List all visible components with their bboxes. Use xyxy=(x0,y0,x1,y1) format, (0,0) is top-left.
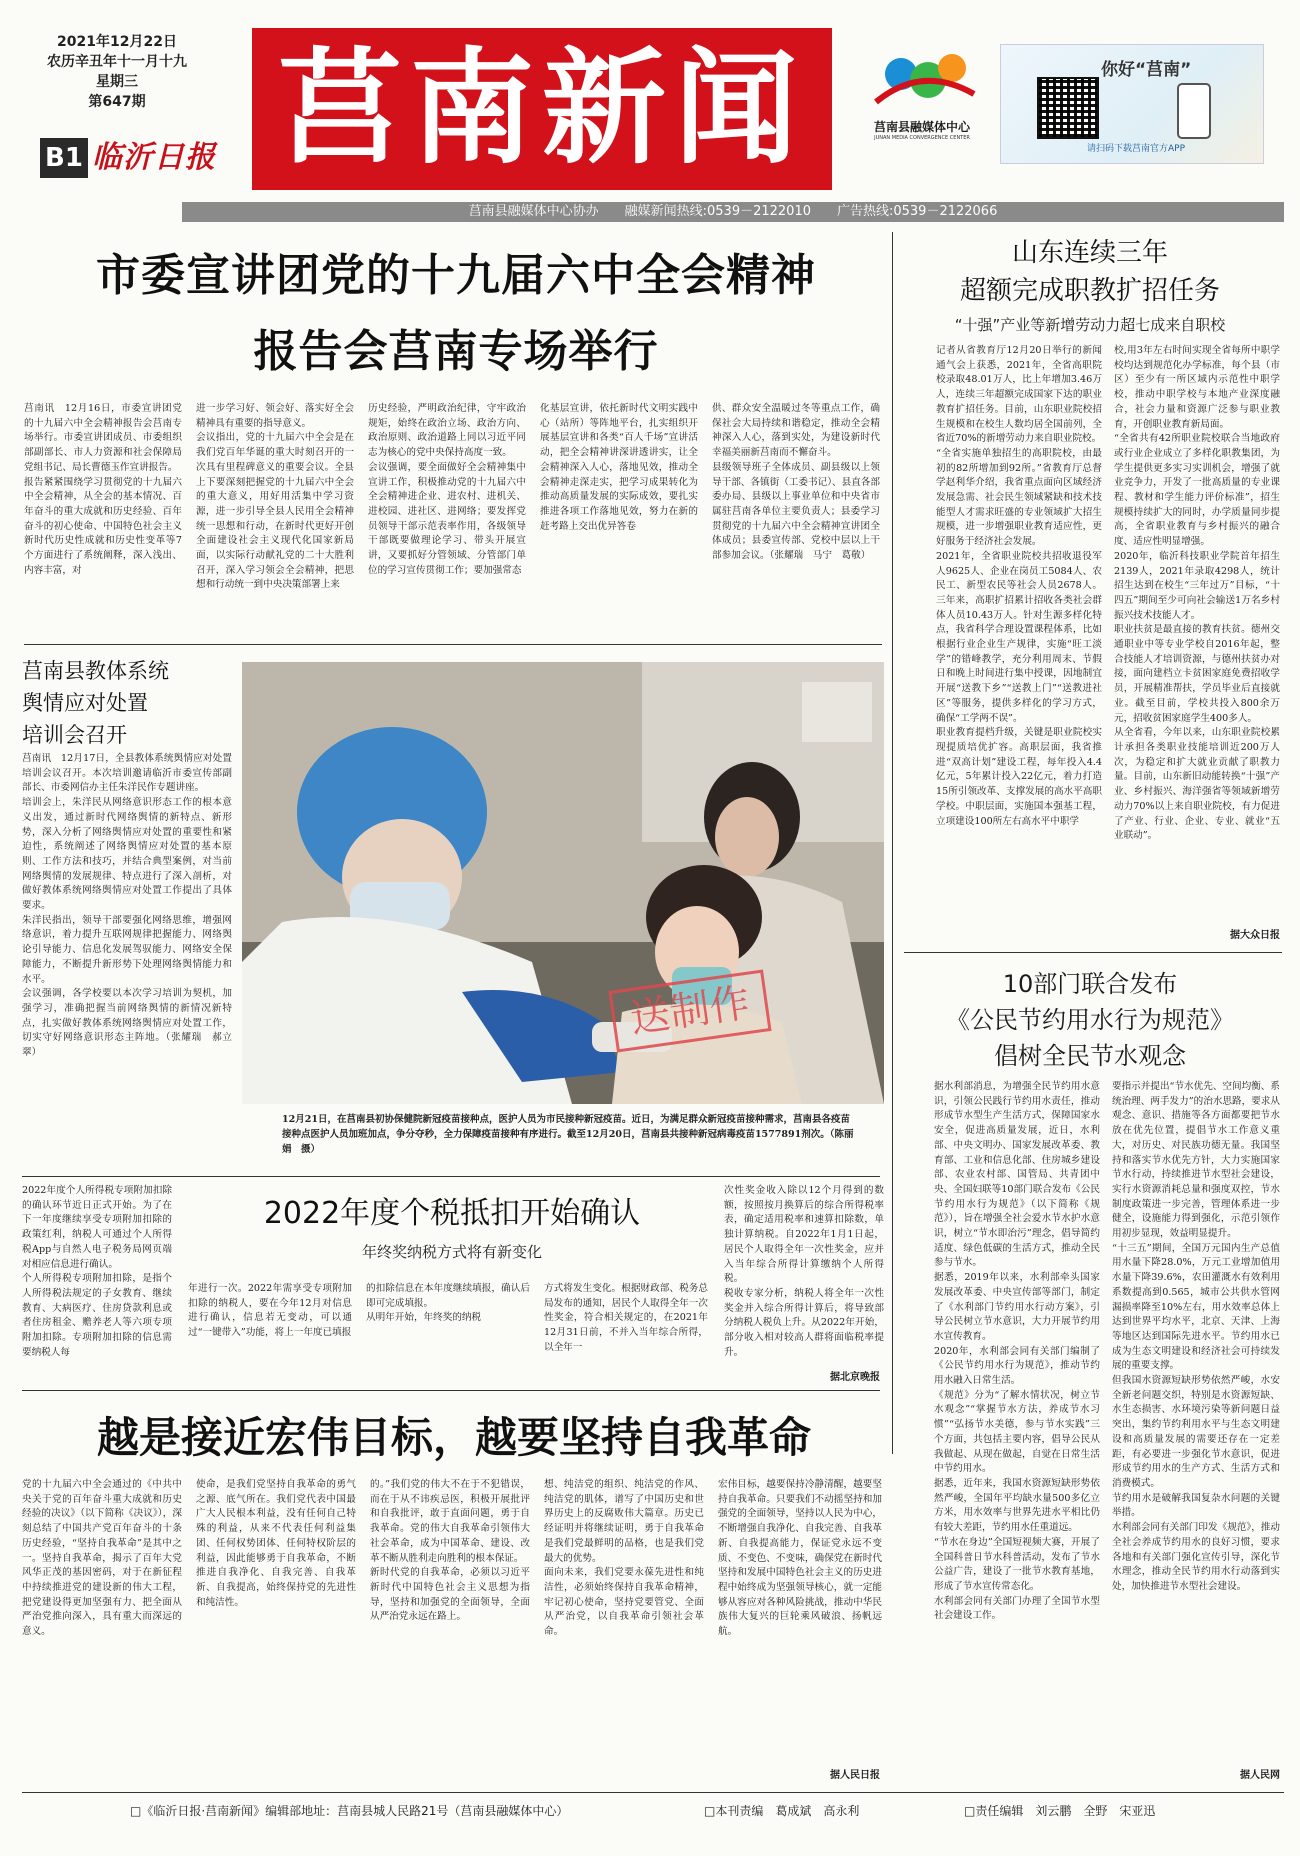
commentary-source: 据人民日报 xyxy=(830,1770,880,1781)
commentary-col2: 使命，是我们党坚持自我革命的勇气之源、底气所在。我们党代表中国最广大人民根本利益，没有任何自己特殊的利益，从来不代表任何利益集团、任何权势团体、任何特权阶层的利益，因此能够勇于自我革命，不断推进自我净化、自我完善、自我革新、自我提高，始终保持党的先进性和纯洁性。 xyxy=(196,1479,356,1608)
article1-headline-1: 市委宣讲团党的十九届六中全会精神 xyxy=(96,250,816,301)
commentary-col3: 的。”我们党的伟大不在于不犯错误，而在于从不讳疾忌医，积极开展批评和自我批评，敢于直面问题，勇于自我革命。党的伟大自我革命引领伟大社会革命，成为中国革命、建设、改革不断从胜利走向胜利的根本保证。 新时代党的自我革命，必须以习近平新时代中国特色社会主义思想为指导，坚持和加强党的全面领导，全面从严治党永远在路上。 xyxy=(370,1479,530,1623)
training-headline-2: 舆情应对处置 xyxy=(22,691,148,715)
footer-rule xyxy=(22,1792,1284,1793)
footer-responsible-editors: □责任编辑 刘云鹏 全野 宋亚迅 xyxy=(964,1804,1156,1818)
photo-scene xyxy=(242,662,884,1104)
commentary-col1: 党的十九届六中全会通过的《中共中央关于党的百年奋斗重大成就和历史经验的决议》（以下简称《决议》），深刻总结了中国共产党百年奋斗的十条历史经验，“坚持自我革命”是其中之一。坚持自我革命，揭示了百年大党风华正茂的基因密码，对于在新征程中持续推进党的建设新的伟大工程，把党建设得更加坚强有力、把全面从严治党推向深入，具有重大而深远的意义。 xyxy=(22,1479,182,1638)
commentary-col5: 宏伟目标，越要保持冷静清醒，越要坚持自我革命。只要我们不动摇坚持和加强党的全面领导，坚持以人民为中心，不断增强自我净化、自我完善、自我革新、自我提高能力，保证党永远不变质、不变色、不变味，确保党在新时代坚持和发展中国特色社会主义的历史进程中始终成为坚强领导核心，就一定能够从容应对各种风险挑战，推动中华民族伟大复兴的巨轮乘风破浪、扬帆远航。 xyxy=(718,1479,882,1638)
training-body: 莒南讯 12月17日，全县教体系统舆情应对处置培训会议召开。本次培训邀请临沂市委宣传部副部长、市委网信办主任朱洋民作专题讲座。 培训会上，朱洋民从网络意识形态工作的根本意义出发，通过新时代网络舆情的新特点、新形势，深入分析了网络舆情应对处置的重要性和紧迫性，系统阐述了网络舆情应对处置的基本原则、工作方法和技巧，并结合典型案例，对当前网络舆情的发展规律、特点进行了深入剖析，对做好教体系统网络舆情应对处置工作提出了具体要求。 朱洋民指出，领导干部要强化网络思维，增强网络意识，着力提升互联网规律把握能力、网络舆论引导能力、信息化发展驾驭能力、网络安全保障能力，不断提升新形势下处理网络舆情能力和水平。 会议强调，各学校要以本次学习培训为契机，加强学习，准确把握当前网络舆情的新情况新特点，扎实做好教体系统网络舆情应对处置工作，切实守好网络意识形态主阵地。（张耀瑞 郝立翠） xyxy=(22,753,232,1059)
app-ad xyxy=(1000,44,1264,164)
phone-icon xyxy=(1177,83,1211,139)
lunar-date: 农历辛丑年十一月十九 xyxy=(47,54,187,70)
vocational-source: 据大众日报 xyxy=(1230,930,1280,941)
qr-code[interactable] xyxy=(1037,77,1099,139)
water-headline-2: 《公民节约用水行为规范》 xyxy=(946,1006,1234,1034)
divider xyxy=(892,232,893,1454)
media-center-logo xyxy=(856,44,988,144)
photo-stamp: 送制作 xyxy=(608,969,771,1052)
commentary-col4: 想、纯洁党的组织、纯洁党的作风、纯洁党的肌体，谱写了中国历史和世界历史上的反腐败伟大篇章。历史已经证明并将继续证明，勇于自我革命是我们党最鲜明的品格，也是我们党最大的优势。 面向未来，我们党要永葆先进性和纯洁性，必须始终保持自我革命精神，牢记初心使命，坚持党要管党、全面从严治党，以自我革命引领社会革命。 xyxy=(544,1479,704,1638)
vocational-col1: 记者从省教育厅12月20日举行的新闻通气会上获悉，2021年，全省高职院校录取48.01万人，比上年增加3.46万人，连续三年超额完成国家下达的职业教育扩招任务。目前，山东职业院校招生规模和在校生人数均居全国前列，全省近70%的新增劳动力来自职业院校。 “全省实施单独招生的高职院校，由最初的82所增加到92所。”省教育厅总督学赵利华介绍，我省重点面向区域经济发展急需、社会民生领域紧缺和技术技能型人才需求旺盛的专业领域扩大招生规模，进一步增强职业教育适应性，更好服务于经济社会发展。 2021年，全省职业院校共招收退役军人9625人、企业在岗员工5084人、农民工、新型农民等社会人员2678人。三年来，高职扩招累计招收各类社会群体人员10.43万人。针对生源多样化特点，我省科学合理设置课程体系，比如根据行业企业生产规律，实施“旺工淡学”的错峰教学，充分利用周末、节假日和晚上时间进行集中授课，因地制宜开展“送教下乡”“送教上门”“送教进社区”等服务，提供多样化的学习方式，确保“工学两不误”。 职业教育提档升级，关键是职业院校实现提质培优扩容。高职层面，我省推进“双高计划”建设工程，每年投入4.4亿元，5年累计投入22亿元，着力打造15所引领改革、支撑发展的高水平高职学校。中职层面，实施国本强基工程，立项建设100所左右高水平中职学 xyxy=(936,345,1102,827)
vocational-headline-1: 山东连续三年 xyxy=(1011,238,1168,268)
water-col1: 据水利部消息，为增强全民节约用水意识，引领公民践行节约用水责任，推动形成节水型生产生活方式，保障国家水安全，促进高质量发展，近日，水利部、中央文明办、国家发展改革委、教育部、工业和信息化部、住房城乡建设部、农业农村部、国管局、共青团中央、全国妇联等10部门联合发布《公民节约用水行为规范》（以下简称《规范》），旨在增强全社会爱水节水护水意识，树立“节水即治污”理念，倡导简约适度、绿色低碳的生活方式，推动全民参与节水。 据悉，2019年以来，水利部牵头国家发展改革委、中央宣传部等部门，制定了《水利部门节约用水行动方案》，引导公民树立节水意识，大力开展节约用水宣传教育。 2020年，水利部会同有关部门编制了《公民节约用水行为规范》，推动节约用水融入日常生活。 《规范》分为“了解水情状况，树立节水观念”“掌握节水方法，养成节水习惯”“弘扬节水美德，参与节水实践”三个方面，共包括主要内容，倡导公民从我做起、从现在做起，自觉在日常生活中节约用水。 据悉，近年来，我国水资源短缺形势依然严峻，全国年平均缺水量500多亿立方米，用水效率与世界先进水平相比仍有较大差距，节约用水任重道远。 “节水在身边”全国短视频大赛，开展了全国科普日节水科普活动，发布了节水公益广告，建设了一批节水教育基地，形成了节水宣传常态化。 水利部会同有关部门办理了全国节水型社会建设工作。 xyxy=(934,1081,1100,1622)
vocational-headline-2: 超额完成职教扩招任务 xyxy=(959,276,1220,306)
weekday: 星期三 xyxy=(96,74,138,90)
article1-col3: 历史经验，严明政治纪律，守牢政治规矩，始终在政治立场、政治方向、政治原则、政治道路上同以习近平同志为核心的党中央保持高度一致。 会议强调，要全面做好全会精神集中宣讲工作，积极推动党的十九届六中全会精神进企业、进农村、进机关、进校园、进社区、进网络；要发挥党员领导干部示范表率作用，各级领导干部既要做理论学习、带头开展宣讲，又要抓好分管领域、分管部门单位的学习宣传贯彻工作；要加强常态 xyxy=(368,403,526,576)
date-block xyxy=(42,32,192,112)
masthead-title-box xyxy=(252,28,832,190)
issue-number: 第647期 xyxy=(88,94,146,110)
commentary-headline: 越是接近宏伟目标，越要坚持自我革命 xyxy=(96,1413,811,1462)
footer-editors: □本刊责编 葛成斌 高永利 xyxy=(704,1804,860,1818)
vocational-subhead: “十强”产业等新增劳动力超七成来自职校 xyxy=(954,316,1226,334)
info-bar: 莒南县融媒体中心协办 融媒新闻热线:0539－2122010 广告热线:0539－2122066 xyxy=(182,202,1284,222)
divider xyxy=(22,1390,880,1391)
article1-headline-2: 报告会莒南专场举行 xyxy=(253,326,659,377)
water-source: 据人民网 xyxy=(1240,1770,1280,1781)
tax-col2: 年进行一次。2022年需享受专项附加扣除的纳税人，要在今年12月对信息进行确认，信息若无变动，可以通过“一键带入”功能，将上一年度已填报 xyxy=(188,1283,352,1339)
vaccination-photo xyxy=(242,662,884,1104)
article1-col1: 莒南讯 12月16日，市委宣讲团党的十九届六中全会精神报告会莒南专场举行。市委宣讲团成员、市委组织部副部长、市人力资源和社会保障局党组书记、局长曹德玉作宣讲报告。 报告紧紧围绕学习贯彻党的十九届六中全会精神，从全会的基本情况、百年奋斗的重大成就和历史经验、百年奋斗的初心使命、中国特色社会主义新时代历史性成就和历史性变革等7个方面进行了系统阐释，深入浅出、内容丰富，对 xyxy=(24,403,182,576)
masthead-title: 莒南新闻 xyxy=(277,37,806,181)
media-center-name: 莒南县融媒体中心 xyxy=(873,120,970,134)
training-headline-1: 莒南县教体系统 xyxy=(22,659,169,683)
photo-caption: 12月21日，在莒南县初协保健院新冠疫苗接种点，医护人员为市民接种新冠疫苗。近日，为满足群众新冠疫苗接种需求，莒南县各疫苗接种点医护人员加班加点，争分夺秒，全力保障疫苗接种有序进行。截至12月20日，莒南县共接种新冠病毒疫苗1577891剂次。（陈丽娟 摄） xyxy=(282,1114,854,1155)
app-ad-heading: 你好“莒南” xyxy=(1101,60,1192,80)
water-col2: 要指示并提出“节水优先、空间均衡、系统治理、两手发力”的治水思路，要求从观念、意识、措施等各方面都要把节水放在优先位置，提倡节水工作意义重大，对历史、对民族功德无量。我国坚持和落实节水优先方针，大力实施国家节水行动，持续推进节水型社会建设，实行水资源消耗总量和强度双控，节水制度政策进一步完善，管理体系进一步健全，设施能力得到强化，示范引领作用初步显现，效益明显提升。 “十三五”期间，全国万元国内生产总值用水量下降28.0%，万元工业增加值用水量下降39.6%，农田灌溉水有效利用系数提高到0.565，城市公共供水管网漏损率降至10%左右，用水效率总体上达到世界平均水平，北京、天津、上海等地区达到国际先进水平。节约用水已成为生态文明建设和经济社会可持续发展的重要支撑。 但我国水资源短缺形势依然严峻，水安全新老问题交织，特别是水资源短缺、水生态损害、水环境污染等新问题日益突出，集约节约利用水平与生态文明建设和高质量发展的需要还存在一定差距，有必要进一步强化节水意识，促进形成节约用水的生产方式、生活方式和消费模式。 节约用水是破解我国复杂水问题的关键举措。 水利部会同有关部门印发《规范》，推动全社会养成节约用水的良好习惯，要求各地和有关部门强化宣传引导，深化节水理念，推动全民节约用水行动落到实处，加快推进节水型社会建设。 xyxy=(1112,1081,1280,1592)
app-ad-caption: 请扫码下载莒南官方APP xyxy=(1086,144,1185,154)
tax-headline: 2022年度个税抵扣开始确认 xyxy=(263,1196,641,1231)
media-center-en: JUNAN MEDIA CONVERGENCE CENTER xyxy=(874,135,970,141)
media-center-emblem xyxy=(856,44,988,114)
divider xyxy=(24,644,882,645)
footer-address: □《临沂日报·莒南新闻》编辑部地址：莒南县城人民路21号（莒南县融媒体中心） xyxy=(130,1804,569,1818)
article1-col2: 进一步学习好、领会好、落实好全会精神具有重要的指导意义。 会议指出，党的十九届六中全会是在我们党百年华诞的重大时刻召开的一次具有里程碑意义的重要会议。全县上下要深刻把握党的十九届六中全会的重大意义，用好用活集中学习资源，进一步引导全县人民用全会精神统一思想和行动，在新时代更好开创全面建设社会主义现代化国家新局面，以实际行动献礼党的二十大胜利召开，深入学习领会全会精神，把思想和行动统一到中央决策部署上来 xyxy=(196,403,354,591)
issue-date: 2021年12月22日 xyxy=(57,34,177,50)
tax-col1: 2022年度个人所得税专项附加扣除的确认环节近日正式开始。为了在下一年度继续享受专项附加扣除的政策红利，纳税人可通过个人所得税App与自然人电子税务局网页端对相应信息进行确认。 个人所得税专项附加扣除，是指个人所得税法规定的子女教育、继续教育、大病医疗、住房贷款利息或者住房租金、赡养老人等六项专项附加扣除。专项附加扣除的信息需要纳税人每 xyxy=(22,1185,172,1358)
article1-col5: 供、群众安全温暖过冬等重点工作，确保社会大局持续和谐稳定，推动全会精神深入人心，落到实处，为建设新时代幸福美丽新莒南而不懈奋斗。 县级领导班子全体成员、副县级以上领导干部、各镇街（工委书记）、县直各部委办局、县级以上事业单位和中央省市属驻莒南各单位主要负责人；县委学习贯彻党的十九届六中全会精神宣讲团全体成员；县委宣传部、党校中层以上干部参加会议。（张耀瑞 马宁 葛敬） xyxy=(712,403,880,562)
tax-col4: 方式将发生变化。根据财政部、税务总局发布的通知，居民个人取得全年一次性奖金，符合相关规定的，在2021年12月31日前，不并入当年综合所得，以全年一 xyxy=(544,1283,708,1353)
tax-col3: 的扣除信息在本年度继续填报，确认后即可完成填报。 从明年开始，年终奖的纳税 xyxy=(366,1283,530,1324)
water-headline-1: 10部门联合发布 xyxy=(1002,970,1178,998)
tax-col5: 次性奖金收入除以12个月得到的数额，按照按月换算后的综合所得税率表，确定适用税率和速算扣除数，单独计算纳税。自2022年1月1日起，居民个人取得全年一次性奖金，应并入当年综合所得计算缴纳个人所得税。 税收专家分析，纳税人将全年一次性奖金并入综合所得计算后，将导致部分纳税人税负上升。从2022年开始，部分收入相对较高人群将面临税率提升。 xyxy=(724,1185,884,1358)
tax-subhead: 年终奖纳税方式将有新变化 xyxy=(361,1243,542,1261)
divider xyxy=(22,1176,880,1177)
article1-col4: 化基层宣讲，依托新时代文明实践中心（站所）等阵地平台，扎实组织开展基层宣讲和各类“百人千场”宣讲活动，把全会精神讲深讲透讲实，让全会精神深入人心，落地见效，推动全会精神走深走实，把学习成果转化为推动高质量发展的实际成效，要扎实推进各项工作落地见效，努力在新的赶考路上交出优异答卷 xyxy=(540,403,698,532)
vocational-col2: 校,用3年左右时间实现全省每所中职学校均达到规范化办学标准，每个县（市区）至少有一所区域内示范性中职学校，推动中职学校与本地产业深度融合，社会力量和资源广泛参与职业教育，开创职业教育新局面。 “全省共有42所职业院校联合当地政府或行业企业成立了多样化职教集团，为学生提供更多实习实训机会，增强了就业竞争力，开发了一批高质量的专业课程、教材和学生能力评价标准”，招生规模持续扩大的同时，办学质量同步提高，全省职业教育与乡村振兴的融合度、适应性明显增强。 2020年，临沂科技职业学院首年招生2139人，2021年录取4298人，统计招生达到在校生“三年过万”目标，“十四五”期间至少可向社会输送1万名乡村振兴技术技能人才。 职业扶贫是最直接的教育扶贫。德州交通职业中等专业学校自2016年起，整合技能人才培训资源，与德州扶贫办对接，面向建档立卡贫困家庭免费招收学员，开展精准帮扶，学员毕业后直接就业。截至目前，学校共投入800余万元，招收贫困家庭学生400多人。 从全省看，今年以来，山东职业院校累计承担各类职业技能培训近200万人次，为稳定和扩大就业贡献了职教力量。目前，山东新旧动能转换“十强”产业、乡村振兴、海洋强省等领域新增劳动力70%以上来自职业院校，有力促进了产业、行业、企业、专业、就业“五业联动”。 xyxy=(1114,345,1280,842)
parent-paper-logo: 临沂日报 xyxy=(92,140,216,175)
divider xyxy=(904,952,1282,953)
training-headline-3: 培训会召开 xyxy=(22,723,127,747)
tax-source: 据北京晚报 xyxy=(830,1372,880,1383)
page-code: B1 xyxy=(40,138,88,178)
water-headline-3: 倡树全民节水观念 xyxy=(994,1042,1186,1070)
